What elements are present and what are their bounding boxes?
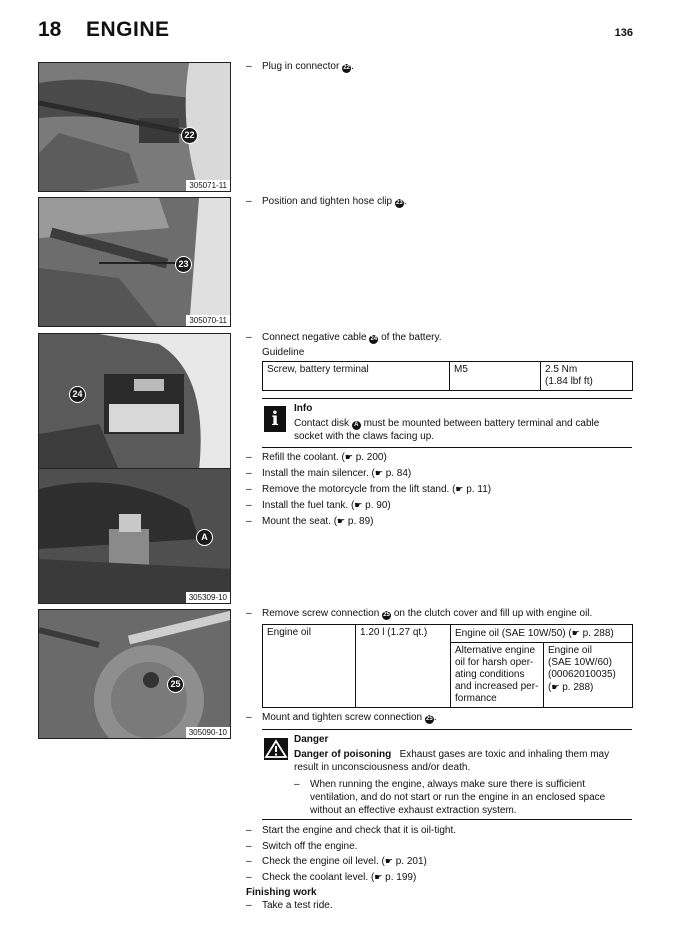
info-title: Info — [294, 403, 313, 414]
step-mount-screw: – Mount and tighten screw connection 25. — [246, 712, 437, 723]
photo-clutch-cover — [38, 609, 231, 739]
callout-reference: 24 — [370, 336, 378, 342]
step-hose-clip: – Position and tighten hose clip 23. — [246, 196, 407, 207]
photo-code: 305309-10 — [186, 592, 230, 603]
callout-reference: 23 — [396, 200, 403, 206]
step-main-silencer: – Install the main silencer. (☛ p. 84) — [246, 468, 412, 479]
callout-marker: 23 — [175, 256, 192, 273]
battery-torque-table — [262, 361, 633, 391]
pointing-hand-icon: ☛ — [384, 856, 393, 866]
table-cell: M5 — [450, 362, 541, 391]
step-seat: – Mount the seat. (☛ p. 89) — [246, 516, 374, 527]
warning-triangle-icon — [264, 738, 288, 760]
pointing-hand-icon: ☛ — [551, 682, 560, 692]
pointing-hand-icon: ☛ — [344, 452, 353, 462]
step-test-ride: – Take a test ride. — [246, 900, 333, 911]
guideline-label: Guideline — [262, 347, 305, 358]
step-screw-connection: – Remove screw connection 25 on the clutch cover and fill up with engine oil. — [246, 608, 593, 619]
photo-battery — [38, 333, 231, 469]
table-cell: 2.5 Nm (1.84 lbf ft) — [541, 362, 633, 391]
pointing-hand-icon: ☛ — [354, 500, 363, 510]
callout-marker: 24 — [69, 386, 86, 403]
table-cell: Screw, battery terminal — [263, 362, 450, 391]
callout-reference: 22 — [343, 65, 350, 71]
table-cell: Engine oil (SAE 10W/50) (☛ p. 288) — [451, 625, 633, 643]
table-cell: Engine oil — [263, 625, 356, 708]
photo-code: 305070-11 — [186, 315, 230, 326]
table-cell: 1.20 l (1.27 qt.) — [356, 625, 451, 708]
callout-reference: 25 — [426, 716, 433, 722]
danger-box: Danger Danger of poisoning Exhaust gases are toxic and inhaling them may result in unconsciousness and/or death. – When running the engine, always make sure there is sufficient ventilation, and do not start or run the engine in an enclosed space without an effective exhaust extraction system. — [262, 729, 632, 820]
info-text: Contact disk A must be mounted between battery terminal and cable socket with the claws facing up. — [294, 418, 600, 442]
step-check-coolant: – Check the coolant level. (☛ p. 199) — [246, 872, 417, 883]
callout-marker: 25 — [167, 676, 184, 693]
callout-reference: 25 — [383, 612, 390, 618]
callout-marker: A — [196, 529, 213, 546]
photo-code: 305090-10 — [186, 727, 230, 738]
table-cell: Engine oil (SAE 10W/60) (00062010035) (☛ p. 288) — [544, 643, 633, 708]
table-cell: Alternative engine oil for harsh oper- ating conditions and increased per- formance — [451, 643, 544, 708]
danger-text: Danger of poisoning Exhaust gases are toxic and inhaling them may result in unconsciousness and/or death. — [294, 749, 610, 773]
step-negative-cable: – Connect negative cable 24 of the battery. — [246, 332, 442, 343]
photo-battery-terminal — [38, 468, 231, 604]
step-lift-stand: – Remove the motorcycle from the lift stand. (☛ p. 11) — [246, 484, 492, 495]
pointing-hand-icon: ☛ — [374, 468, 383, 478]
step-plug-connector: – Plug in connector 22. — [246, 61, 354, 72]
pointing-hand-icon: ☛ — [455, 484, 464, 494]
step-fuel-tank: – Install the fuel tank. (☛ p. 90) — [246, 500, 391, 511]
callout-marker: 22 — [181, 127, 198, 144]
callout-reference: A — [352, 421, 361, 430]
photo-hose-clip — [38, 197, 231, 327]
info-icon: i — [264, 406, 286, 432]
info-box — [262, 398, 632, 448]
danger-title: Danger — [294, 734, 329, 745]
step-start-engine: – Start the engine and check that it is oil-tight. — [246, 825, 456, 836]
chapter-number: 18 — [38, 18, 62, 41]
photo-connector — [38, 62, 231, 192]
finishing-work-heading: Finishing work — [246, 887, 317, 898]
step-check-oil: – Check the engine oil level. (☛ p. 201) — [246, 856, 427, 867]
pointing-hand-icon: ☛ — [374, 872, 383, 882]
page-number: 136 — [614, 27, 633, 39]
pointing-hand-icon: ☛ — [337, 516, 346, 526]
step-switch-off: – Switch off the engine. — [246, 841, 358, 852]
engine-oil-table — [262, 624, 633, 708]
photo-code: 305071-11 — [186, 180, 230, 191]
pointing-hand-icon: ☛ — [571, 628, 580, 638]
step-refill-coolant: – Refill the coolant. (☛ p. 200) — [246, 452, 387, 463]
chapter-title: ENGINE — [86, 18, 170, 41]
